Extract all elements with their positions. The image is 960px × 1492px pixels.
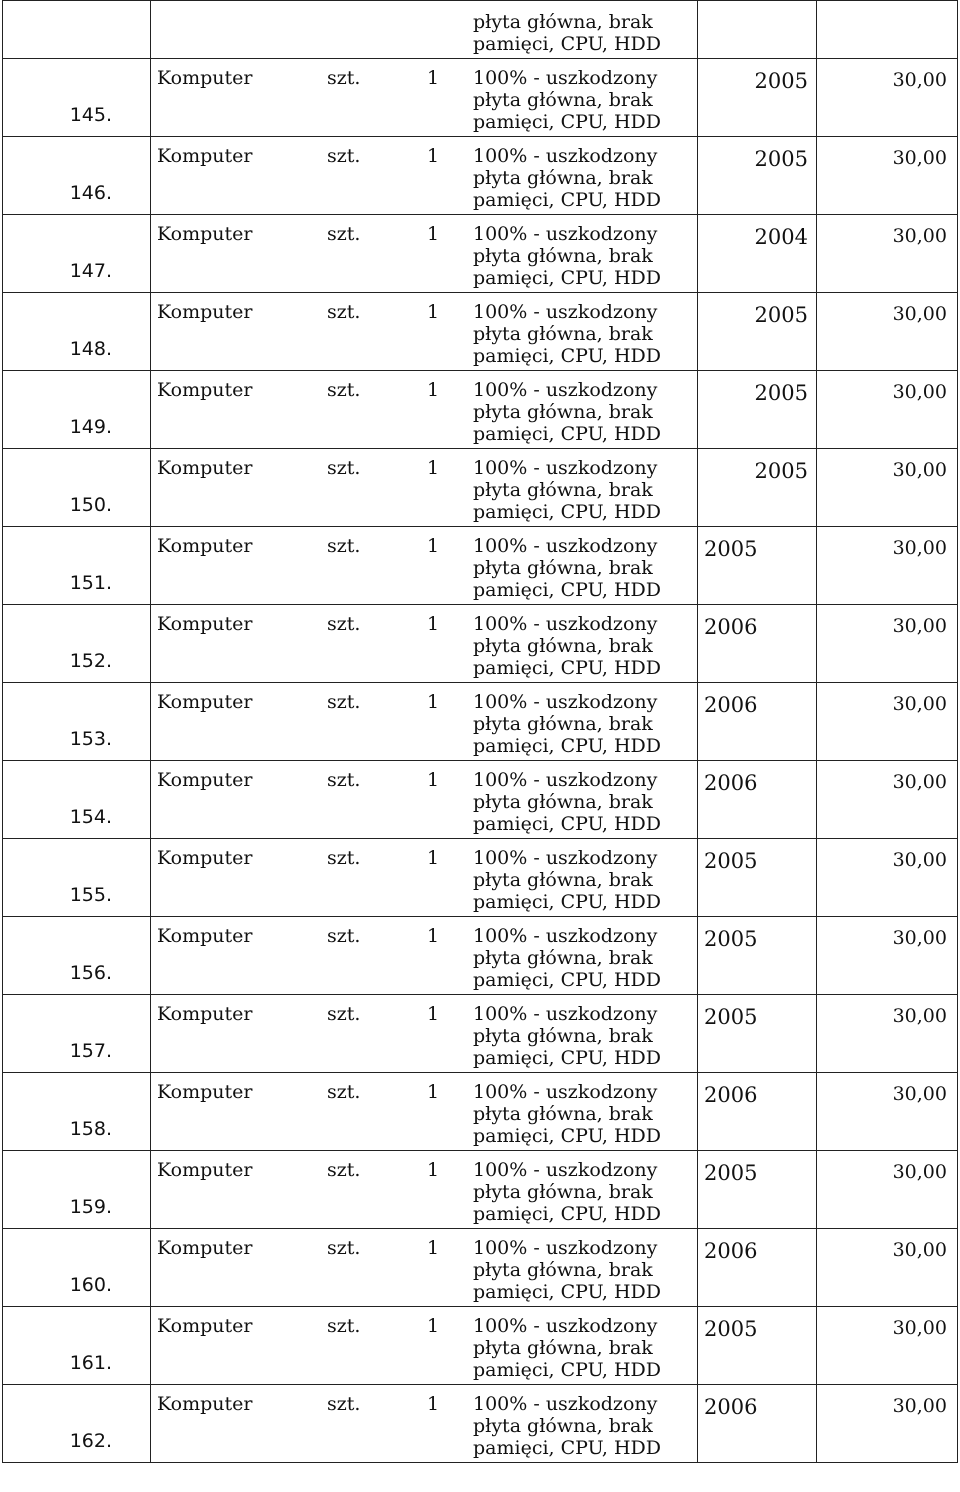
name-cell bbox=[151, 1229, 698, 1307]
item-unit: szt. bbox=[327, 145, 361, 167]
item-name: Komputer bbox=[157, 1315, 253, 1337]
table-row bbox=[3, 605, 958, 683]
name-cell bbox=[151, 761, 698, 839]
item-value: 30,00 bbox=[892, 1395, 947, 1417]
item-name: Komputer bbox=[157, 535, 253, 557]
description-text bbox=[473, 613, 698, 679]
production-year: 2006 bbox=[704, 1083, 758, 1107]
description-line: płyta główna, brak bbox=[473, 1337, 653, 1359]
year-cell bbox=[698, 683, 817, 761]
table-row bbox=[3, 1229, 958, 1307]
item-name: Komputer bbox=[157, 67, 253, 89]
description-line: 100% - uszkodzony bbox=[473, 1237, 658, 1259]
item-unit: szt. bbox=[327, 535, 361, 557]
year-cell bbox=[698, 527, 817, 605]
item-unit: szt. bbox=[327, 67, 361, 89]
item-value: 30,00 bbox=[892, 849, 947, 871]
description-text bbox=[473, 145, 698, 211]
description-line: pamięci, CPU, HDD bbox=[473, 423, 661, 445]
value-cell bbox=[817, 683, 958, 761]
production-year: 2005 bbox=[754, 303, 808, 327]
item-value: 30,00 bbox=[892, 225, 947, 247]
description-line: 100% - uszkodzony bbox=[473, 847, 658, 869]
row-number: 145. bbox=[3, 59, 151, 137]
item-unit: szt. bbox=[327, 1315, 361, 1337]
name-cell bbox=[151, 683, 698, 761]
item-value: 30,00 bbox=[892, 927, 947, 949]
row-number: 149. bbox=[3, 371, 151, 449]
item-value: 30,00 bbox=[892, 615, 947, 637]
description-text bbox=[473, 1315, 698, 1381]
description-line: pamięci, CPU, HDD bbox=[473, 345, 661, 367]
description-line: płyta główna, brak bbox=[473, 713, 653, 735]
item-name: Komputer bbox=[157, 145, 253, 167]
name-cell bbox=[151, 1073, 698, 1151]
item-unit: szt. bbox=[327, 769, 361, 791]
inventory-table-body bbox=[3, 1, 958, 1463]
item-name: Komputer bbox=[157, 1159, 253, 1181]
table-row bbox=[3, 761, 958, 839]
value-cell bbox=[817, 839, 958, 917]
item-unit: szt. bbox=[327, 1081, 361, 1103]
item-quantity: 1 bbox=[427, 457, 440, 479]
name-cell bbox=[151, 293, 698, 371]
value-cell bbox=[817, 995, 958, 1073]
description-line: 100% - uszkodzony bbox=[473, 769, 658, 791]
year-cell bbox=[698, 995, 817, 1073]
table-row bbox=[3, 449, 958, 527]
value-cell bbox=[817, 1, 958, 59]
description-line: pamięci, CPU, HDD bbox=[473, 657, 661, 679]
production-year: 2005 bbox=[754, 147, 808, 171]
item-value: 30,00 bbox=[892, 69, 947, 91]
production-year: 2006 bbox=[704, 693, 758, 717]
item-value: 30,00 bbox=[892, 693, 947, 715]
item-quantity: 1 bbox=[427, 1081, 440, 1103]
description-line: 100% - uszkodzony bbox=[473, 1003, 658, 1025]
row-number: 146. bbox=[3, 137, 151, 215]
description-line: pamięci, CPU, HDD bbox=[473, 111, 661, 133]
description-line: płyta główna, brak bbox=[473, 947, 653, 969]
production-year: 2005 bbox=[704, 927, 758, 951]
description-line: 100% - uszkodzony bbox=[473, 145, 658, 167]
table-row bbox=[3, 1307, 958, 1385]
description-line: 100% - uszkodzony bbox=[473, 1393, 658, 1415]
name-cell bbox=[151, 995, 698, 1073]
description-text bbox=[473, 1237, 698, 1303]
year-cell bbox=[698, 59, 817, 137]
description-line: pamięci, CPU, HDD bbox=[473, 969, 661, 991]
item-name: Komputer bbox=[157, 1081, 253, 1103]
item-value: 30,00 bbox=[892, 381, 947, 403]
description-line: pamięci, CPU, HDD bbox=[473, 1125, 661, 1147]
item-name: Komputer bbox=[157, 457, 253, 479]
year-cell bbox=[698, 293, 817, 371]
item-name: Komputer bbox=[157, 1003, 253, 1025]
table-row bbox=[3, 137, 958, 215]
row-number: 158. bbox=[3, 1073, 151, 1151]
item-name: Komputer bbox=[157, 1237, 253, 1259]
item-name: Komputer bbox=[157, 1393, 253, 1415]
row-number: 162. bbox=[3, 1385, 151, 1463]
description-line: płyta główna, brak bbox=[473, 89, 653, 111]
value-cell bbox=[817, 761, 958, 839]
name-cell bbox=[151, 527, 698, 605]
description-line: 100% - uszkodzony bbox=[473, 1159, 658, 1181]
description-line: płyta główna, brak bbox=[473, 869, 653, 891]
item-quantity: 1 bbox=[427, 691, 440, 713]
row-number: 154. bbox=[3, 761, 151, 839]
description-text bbox=[473, 67, 698, 133]
production-year: 2005 bbox=[704, 1005, 758, 1029]
description-line: płyta główna, brak bbox=[473, 479, 653, 501]
table-row bbox=[3, 683, 958, 761]
item-value: 30,00 bbox=[892, 771, 947, 793]
item-quantity: 1 bbox=[427, 1393, 440, 1415]
row-number: 147. bbox=[3, 215, 151, 293]
description-text bbox=[473, 1003, 698, 1069]
description-line: pamięci, CPU, HDD bbox=[473, 1047, 661, 1069]
description-line: pamięci, CPU, HDD bbox=[473, 1203, 661, 1225]
item-unit: szt. bbox=[327, 1003, 361, 1025]
year-cell bbox=[698, 449, 817, 527]
year-cell bbox=[698, 215, 817, 293]
year-cell bbox=[698, 1385, 817, 1463]
description-line: płyta główna, brak bbox=[473, 635, 653, 657]
value-cell bbox=[817, 1307, 958, 1385]
value-cell bbox=[817, 449, 958, 527]
year-cell bbox=[698, 1151, 817, 1229]
row-number: 157. bbox=[3, 995, 151, 1073]
item-name: Komputer bbox=[157, 613, 253, 635]
year-cell bbox=[698, 917, 817, 995]
year-cell bbox=[698, 137, 817, 215]
item-quantity: 1 bbox=[427, 1159, 440, 1181]
description-line: pamięci, CPU, HDD bbox=[473, 267, 661, 289]
item-value: 30,00 bbox=[892, 147, 947, 169]
production-year: 2005 bbox=[704, 849, 758, 873]
row-number: 156. bbox=[3, 917, 151, 995]
description-line: 100% - uszkodzony bbox=[473, 613, 658, 635]
description-line: 100% - uszkodzony bbox=[473, 691, 658, 713]
production-year: 2005 bbox=[754, 69, 808, 93]
item-quantity: 1 bbox=[427, 1315, 440, 1337]
production-year: 2006 bbox=[704, 771, 758, 795]
description-line: 100% - uszkodzony bbox=[473, 457, 658, 479]
description-text bbox=[473, 457, 698, 523]
description-text bbox=[473, 691, 698, 757]
item-quantity: 1 bbox=[427, 1003, 440, 1025]
table-row bbox=[3, 1073, 958, 1151]
item-unit: szt. bbox=[327, 379, 361, 401]
production-year: 2005 bbox=[704, 537, 758, 561]
description-text bbox=[473, 379, 698, 445]
production-year: 2006 bbox=[704, 1395, 758, 1419]
item-value: 30,00 bbox=[892, 1239, 947, 1261]
item-value: 30,00 bbox=[892, 1083, 947, 1105]
table-row bbox=[3, 293, 958, 371]
item-unit: szt. bbox=[327, 1237, 361, 1259]
description-text bbox=[473, 1393, 698, 1459]
description-line: pamięci, CPU, HDD bbox=[473, 501, 661, 523]
description-line: płyta główna, brak bbox=[473, 1181, 653, 1203]
table-row bbox=[3, 1385, 958, 1463]
item-unit: szt. bbox=[327, 847, 361, 869]
description-line: 100% - uszkodzony bbox=[473, 301, 658, 323]
production-year: 2006 bbox=[704, 1239, 758, 1263]
description-text bbox=[473, 301, 698, 367]
row-number: 150. bbox=[3, 449, 151, 527]
description-text bbox=[473, 1159, 698, 1225]
name-cell bbox=[151, 137, 698, 215]
value-cell bbox=[817, 137, 958, 215]
item-quantity: 1 bbox=[427, 379, 440, 401]
year-cell bbox=[698, 371, 817, 449]
description-line: pamięci, CPU, HDD bbox=[473, 813, 661, 835]
item-name: Komputer bbox=[157, 691, 253, 713]
row-number: 161. bbox=[3, 1307, 151, 1385]
description-text bbox=[473, 1081, 698, 1147]
description-line: płyta główna, brak bbox=[473, 401, 653, 423]
description-line: pamięci, CPU, HDD bbox=[473, 735, 661, 757]
value-cell bbox=[817, 1151, 958, 1229]
value-cell bbox=[817, 371, 958, 449]
row-number: 155. bbox=[3, 839, 151, 917]
year-cell bbox=[698, 761, 817, 839]
item-value: 30,00 bbox=[892, 537, 947, 559]
item-quantity: 1 bbox=[427, 769, 440, 791]
item-quantity: 1 bbox=[427, 301, 440, 323]
item-quantity: 1 bbox=[427, 1237, 440, 1259]
description-line: 100% - uszkodzony bbox=[473, 67, 658, 89]
description-line: pamięci, CPU, HDD bbox=[473, 1359, 661, 1381]
row-number: 152. bbox=[3, 605, 151, 683]
description-line: płyta główna, brak bbox=[473, 1415, 653, 1437]
item-unit: szt. bbox=[327, 301, 361, 323]
item-unit: szt. bbox=[327, 1393, 361, 1415]
item-unit: szt. bbox=[327, 457, 361, 479]
item-unit: szt. bbox=[327, 691, 361, 713]
description-line: 100% - uszkodzony bbox=[473, 223, 658, 245]
description-line: płyta główna, brak bbox=[473, 167, 653, 189]
item-name: Komputer bbox=[157, 847, 253, 869]
description-text bbox=[473, 925, 698, 991]
description-line: płyta główna, brak bbox=[473, 1025, 653, 1047]
description-text bbox=[473, 223, 698, 289]
description-line: płyta główna, brak bbox=[473, 557, 653, 579]
name-cell bbox=[151, 839, 698, 917]
description-line: pamięci, CPU, HDD bbox=[473, 189, 661, 211]
inventory-table bbox=[2, 0, 958, 1463]
value-cell bbox=[817, 1073, 958, 1151]
value-cell bbox=[817, 215, 958, 293]
description-line: 100% - uszkodzony bbox=[473, 1081, 658, 1103]
description-text bbox=[473, 847, 698, 913]
item-quantity: 1 bbox=[427, 145, 440, 167]
name-cell bbox=[151, 917, 698, 995]
table-row bbox=[3, 1151, 958, 1229]
description-line: pamięci, CPU, HDD bbox=[473, 33, 661, 55]
table-row bbox=[3, 839, 958, 917]
production-year: 2005 bbox=[704, 1161, 758, 1185]
production-year: 2005 bbox=[754, 459, 808, 483]
item-name: Komputer bbox=[157, 301, 253, 323]
year-cell bbox=[698, 1, 817, 59]
item-value: 30,00 bbox=[892, 459, 947, 481]
value-cell bbox=[817, 1229, 958, 1307]
table-row bbox=[3, 59, 958, 137]
table-row bbox=[3, 917, 958, 995]
description-line: 100% - uszkodzony bbox=[473, 1315, 658, 1337]
value-cell bbox=[817, 917, 958, 995]
item-value: 30,00 bbox=[892, 1005, 947, 1027]
production-year: 2006 bbox=[704, 615, 758, 639]
item-name: Komputer bbox=[157, 223, 253, 245]
value-cell bbox=[817, 59, 958, 137]
item-quantity: 1 bbox=[427, 535, 440, 557]
name-cell bbox=[151, 1151, 698, 1229]
value-cell bbox=[817, 293, 958, 371]
description-line: płyta główna, brak bbox=[473, 323, 653, 345]
production-year: 2004 bbox=[754, 225, 808, 249]
value-cell bbox=[817, 605, 958, 683]
year-cell bbox=[698, 1307, 817, 1385]
item-value: 30,00 bbox=[892, 1161, 947, 1183]
description-text bbox=[473, 11, 698, 55]
description-line: pamięci, CPU, HDD bbox=[473, 1281, 661, 1303]
table-row bbox=[3, 371, 958, 449]
item-name: Komputer bbox=[157, 925, 253, 947]
name-cell bbox=[151, 1307, 698, 1385]
year-cell bbox=[698, 1073, 817, 1151]
description-line: płyta główna, brak bbox=[473, 1103, 653, 1125]
item-unit: szt. bbox=[327, 613, 361, 635]
production-year: 2005 bbox=[704, 1317, 758, 1341]
item-quantity: 1 bbox=[427, 847, 440, 869]
description-line: 100% - uszkodzony bbox=[473, 379, 658, 401]
name-cell bbox=[151, 215, 698, 293]
name-cell bbox=[151, 449, 698, 527]
year-cell bbox=[698, 839, 817, 917]
item-unit: szt. bbox=[327, 925, 361, 947]
item-value: 30,00 bbox=[892, 1317, 947, 1339]
item-quantity: 1 bbox=[427, 223, 440, 245]
description-line: płyta główna, brak bbox=[473, 1259, 653, 1281]
item-quantity: 1 bbox=[427, 925, 440, 947]
description-line: pamięci, CPU, HDD bbox=[473, 891, 661, 913]
item-quantity: 1 bbox=[427, 67, 440, 89]
item-name: Komputer bbox=[157, 769, 253, 791]
description-line: 100% - uszkodzony bbox=[473, 925, 658, 947]
lp-cell bbox=[3, 1, 151, 59]
row-number: 153. bbox=[3, 683, 151, 761]
item-name: Komputer bbox=[157, 379, 253, 401]
table-row-continuation bbox=[3, 1, 958, 59]
name-cell bbox=[151, 1, 698, 59]
table-row bbox=[3, 527, 958, 605]
row-number: 151. bbox=[3, 527, 151, 605]
item-value: 30,00 bbox=[892, 303, 947, 325]
description-line: płyta główna, brak bbox=[473, 11, 653, 33]
item-unit: szt. bbox=[327, 223, 361, 245]
year-cell bbox=[698, 605, 817, 683]
row-number: 160. bbox=[3, 1229, 151, 1307]
row-number: 159. bbox=[3, 1151, 151, 1229]
description-line: płyta główna, brak bbox=[473, 791, 653, 813]
year-cell bbox=[698, 1229, 817, 1307]
name-cell bbox=[151, 605, 698, 683]
table-row bbox=[3, 215, 958, 293]
description-line: płyta główna, brak bbox=[473, 245, 653, 267]
row-number: 148. bbox=[3, 293, 151, 371]
description-text bbox=[473, 535, 698, 601]
table-row bbox=[3, 995, 958, 1073]
name-cell bbox=[151, 59, 698, 137]
production-year: 2005 bbox=[754, 381, 808, 405]
description-line: 100% - uszkodzony bbox=[473, 535, 658, 557]
description-line: pamięci, CPU, HDD bbox=[473, 1437, 661, 1459]
description-text bbox=[473, 769, 698, 835]
value-cell bbox=[817, 1385, 958, 1463]
item-quantity: 1 bbox=[427, 613, 440, 635]
item-unit: szt. bbox=[327, 1159, 361, 1181]
description-line: pamięci, CPU, HDD bbox=[473, 579, 661, 601]
value-cell bbox=[817, 527, 958, 605]
name-cell bbox=[151, 371, 698, 449]
name-cell bbox=[151, 1385, 698, 1463]
